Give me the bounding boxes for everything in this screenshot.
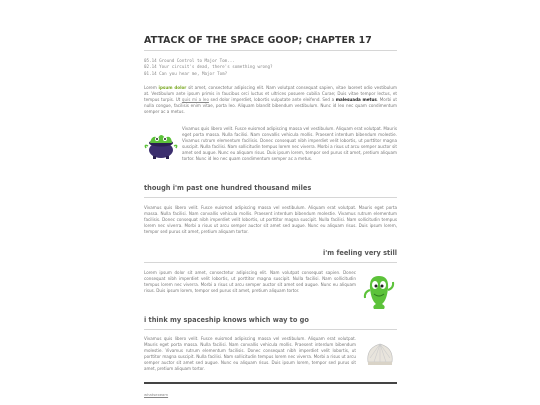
- heading-one: though i'm past one hundred thousand miles: [144, 184, 312, 192]
- inline-link[interactable]: quis mi a leo: [181, 97, 209, 103]
- log-line: 05.14 Ground Control to Major Tom...: [144, 58, 235, 63]
- log-block: [144, 58, 397, 77]
- section-divider: [144, 262, 397, 263]
- intro-paragraph: [144, 85, 397, 115]
- goop-cauldron-image: [144, 130, 178, 160]
- section-divider: [144, 197, 397, 198]
- bold-text: malesuada metus: [335, 97, 377, 103]
- heading-three: i think my spaceship knows which way to go: [144, 316, 309, 324]
- section-divider: [144, 329, 397, 330]
- section1-text-wrapped: Vivamus quis libero velit. Fusce euismod adipiscing massa vel vestibulum. Aliquam erat volutpat. Mauris eget porta massa. Nulla facilisi. Nam convallis vehicula mollis. Praesent interdum bibendum molestie. Vivamus rutrum elementum facilisis. Donec consequat nibh imperdiet velit lobortis, ut porttitor magna suscipit. Nulla facilisi. Nam sollicitudin tempus lorem nec viverra. Morbi a risus ut arcu semper auctor sit amet sed augue. Nunc eu aliquam risus. Duis ipsum lorem, tempor sed purus sit amet, pretium aliquam tortor. Nunc id leo nec quam condimentum semper ac a metus.: [182, 126, 397, 162]
- section4-paragraph: Vivamus quis libero velit. Fusce euismod adipiscing massa vel vestibulum. Aliquam erat volutpat. Mauris eget porta massa. Nulla facilisi. Nam convallis vehicula mollis. Praesent interdum bibendum molestie. Vivamus rutrum elementum facilisis. Donec consequat nibh imperdiet velit lobortis, ut porttitor magna suscipit. Nulla facilisi. Nam sollicitudin tempus lorem nec viverra. Morbi a risus ut arcu semper auctor sit amet sed augue. Nunc eu aliquam risus. Duis ipsum lorem, tempor sed purus sit amet, pretium aliquam tortor.: [144, 336, 356, 372]
- intro-lead-text: Lorem: [144, 85, 159, 90]
- post-title: ATTACK OF THE SPACE GOOP; CHAPTER 17: [144, 35, 372, 46]
- footer-link[interactable]: whatsexeam: [144, 392, 169, 397]
- intro-text: sed dolor imperdiet, lobortis vulputate ante eleifend. Sed a: [208, 97, 336, 103]
- goop-creature-image: [362, 270, 396, 310]
- shell-image: [364, 340, 396, 368]
- intro-text: sit amet, consectetur adipiscing elit. Nam volutpat consequat sapien, vitae laoreet odio vestibulum at. Vestibulum ante ipsum primis in faucibus orci luctus et ultrices posuere cubilia Curae; Duis vitae tempor lectus, et tempus turpis. Ut: [144, 85, 397, 103]
- log-line: 02.14 Your circuit's dead, there's something wrong?: [144, 64, 273, 70]
- title-divider: [144, 50, 397, 51]
- heading-two: i'm feeling very still: [323, 249, 397, 257]
- section2-paragraph: Vivamus quis libero velit. Fusce euismod adipiscing massa vel vestibulum. Aliquam erat volutpat. Mauris eget porta massa. Nulla facilisi. Nam convallis vehicula mollis. Praesent interdum bibendum molestie. Vivamus rutrum elementum facilisis. Donec consequat nibh imperdiet velit lobortis, ut porttitor magna suscipit. Nulla facilisi. Nam sollicitudin tempus lorem nec viverra. Morbi a risus ut arcu semper auctor sit amet sed augue. Nunc eu aliquam risus. Duis ipsum lorem, tempor sed purus sit amet, pretium aliquam tortor.: [144, 205, 397, 235]
- section3-paragraph: Lorem ipsum dolor sit amet, consectetur adipiscing elit. Nam volutpat consequat sapien. Donec consequat nibh imperdiet velit lobortis, ut porttitor magna suscipit. Nulla facilisi. Nam sollicitudin tempus lorem nec viverra. Morbi a risus ut arcu semper auctor sit amet sed augue. Nunc eu aliquam risus. Duis ipsum lorem, tempor sed purus sit amet, pretium aliquam tortor.: [144, 270, 356, 294]
- intro-text: . Morbi ut nulla congue, facilisis enim vitae, porta leo. Aliquam blandit bibendum vestibulum. Nunc id leo nec quam condimentum semper ac a metus.: [144, 97, 397, 115]
- log-line: 01.14 Can you hear me, Major Tom?: [144, 70, 228, 76]
- highlight-text: ipsum dolor: [158, 85, 187, 90]
- footer-divider: [144, 382, 397, 384]
